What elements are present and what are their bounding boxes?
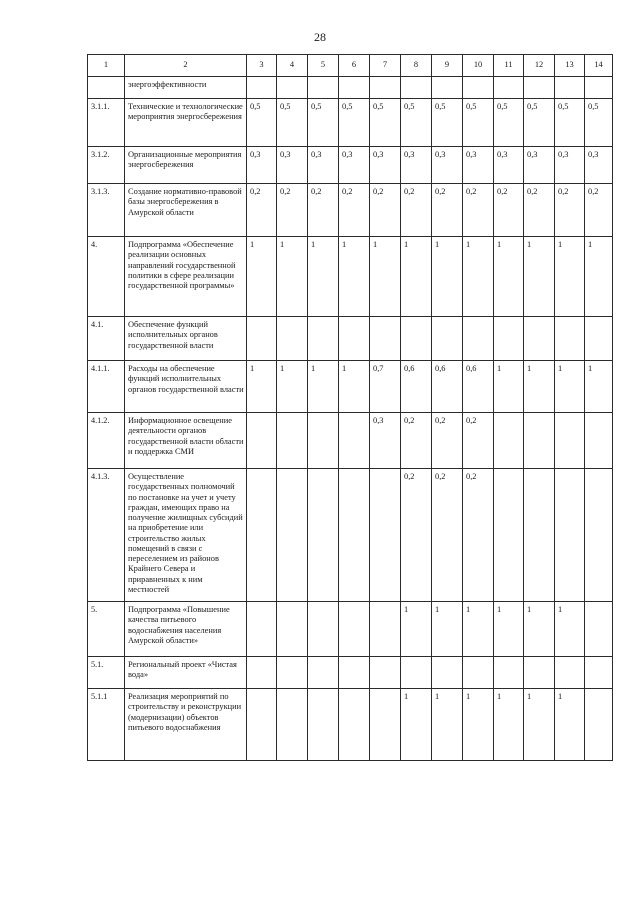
value-cell: 0,2 xyxy=(555,184,585,237)
row-number-cell: 4.1.1. xyxy=(88,361,125,413)
value-cell: 0,2 xyxy=(463,184,494,237)
row-name-cell: Расходы на обеспечение функций исполнительных органов государственной власти xyxy=(125,361,247,413)
value-cell: 1 xyxy=(432,602,463,657)
table-row xyxy=(88,237,613,317)
value-cell xyxy=(247,689,277,761)
value-cell xyxy=(277,469,308,602)
value-cell: 1 xyxy=(555,237,585,317)
value-cell xyxy=(370,77,401,99)
value-cell: 1 xyxy=(555,689,585,761)
value-cell xyxy=(401,317,432,361)
table-row xyxy=(88,361,613,413)
value-cell: 1 xyxy=(585,237,613,317)
header-cell: 7 xyxy=(370,55,401,77)
value-cell xyxy=(308,657,339,689)
value-cell: 1 xyxy=(494,237,524,317)
header-cell: 13 xyxy=(555,55,585,77)
value-cell xyxy=(585,602,613,657)
table-row xyxy=(88,184,613,237)
header-cell: 3 xyxy=(247,55,277,77)
value-cell: 0,5 xyxy=(432,99,463,147)
value-cell: 0,5 xyxy=(524,99,555,147)
value-cell: 1 xyxy=(585,361,613,413)
value-cell xyxy=(308,413,339,469)
row-number-cell xyxy=(88,77,125,99)
value-cell: 1 xyxy=(463,602,494,657)
value-cell: 0,2 xyxy=(401,469,432,602)
row-number-cell: 3.1.1. xyxy=(88,99,125,147)
value-cell xyxy=(370,469,401,602)
value-cell: 0,3 xyxy=(277,147,308,184)
value-cell xyxy=(401,657,432,689)
value-cell xyxy=(494,413,524,469)
value-cell: 0,2 xyxy=(401,413,432,469)
value-cell xyxy=(432,77,463,99)
value-cell: 1 xyxy=(494,689,524,761)
value-cell xyxy=(339,657,370,689)
header-cell: 11 xyxy=(494,55,524,77)
value-cell: 0,2 xyxy=(463,469,494,602)
row-name-cell: Подпрограмма «Обеспечение реализации основных направлений государственной политики в сфере реализации государственной программы» xyxy=(125,237,247,317)
row-number-cell: 5. xyxy=(88,602,125,657)
header-cell: 10 xyxy=(463,55,494,77)
row-number-cell: 3.1.3. xyxy=(88,184,125,237)
value-cell: 0,3 xyxy=(555,147,585,184)
value-cell: 1 xyxy=(494,602,524,657)
value-cell xyxy=(277,77,308,99)
header-cell: 2 xyxy=(125,55,247,77)
value-cell: 0,5 xyxy=(370,99,401,147)
value-cell: 0,2 xyxy=(432,469,463,602)
value-cell: 1 xyxy=(401,237,432,317)
value-cell xyxy=(463,317,494,361)
value-cell xyxy=(524,469,555,602)
value-cell: 1 xyxy=(277,237,308,317)
row-number-cell: 5.1.1 xyxy=(88,689,125,761)
value-cell: 0,3 xyxy=(494,147,524,184)
table-row xyxy=(88,147,613,184)
value-cell: 1 xyxy=(555,602,585,657)
value-cell: 0,3 xyxy=(432,147,463,184)
value-cell xyxy=(339,317,370,361)
value-cell: 1 xyxy=(308,237,339,317)
row-name-cell: Обеспечение функций исполнительных органов государственной власти xyxy=(125,317,247,361)
value-cell xyxy=(247,413,277,469)
value-cell xyxy=(247,657,277,689)
row-number-cell: 4.1. xyxy=(88,317,125,361)
value-cell: 0,7 xyxy=(370,361,401,413)
table-row xyxy=(88,413,613,469)
value-cell: 0,3 xyxy=(247,147,277,184)
row-number-cell: 4. xyxy=(88,237,125,317)
value-cell xyxy=(585,77,613,99)
value-cell: 0,2 xyxy=(585,184,613,237)
value-cell xyxy=(339,602,370,657)
value-cell: 1 xyxy=(524,237,555,317)
value-cell xyxy=(555,77,585,99)
value-cell xyxy=(585,317,613,361)
header-cell: 9 xyxy=(432,55,463,77)
table-body xyxy=(88,77,613,761)
value-cell xyxy=(308,469,339,602)
value-cell xyxy=(247,602,277,657)
value-cell xyxy=(247,77,277,99)
value-cell: 0,2 xyxy=(432,413,463,469)
value-cell: 0,3 xyxy=(370,413,401,469)
row-name-cell: Организационные мероприятия энергосбережения xyxy=(125,147,247,184)
table-row xyxy=(88,689,613,761)
value-cell: 1 xyxy=(432,689,463,761)
value-cell: 1 xyxy=(401,689,432,761)
value-cell xyxy=(585,657,613,689)
value-cell: 0,3 xyxy=(585,147,613,184)
header-cell: 12 xyxy=(524,55,555,77)
value-cell: 0,3 xyxy=(339,147,370,184)
value-cell: 0,6 xyxy=(463,361,494,413)
value-cell xyxy=(524,77,555,99)
row-number-cell: 4.1.3. xyxy=(88,469,125,602)
value-cell: 0,5 xyxy=(247,99,277,147)
value-cell: 1 xyxy=(494,361,524,413)
value-cell xyxy=(277,689,308,761)
row-name-cell: Технические и технологические мероприятия энергосбережения xyxy=(125,99,247,147)
value-cell: 0,2 xyxy=(494,184,524,237)
value-cell xyxy=(277,602,308,657)
value-cell xyxy=(308,689,339,761)
value-cell: 0,2 xyxy=(247,184,277,237)
row-number-cell: 5.1. xyxy=(88,657,125,689)
row-name-cell: Региональный проект «Чистая вода» xyxy=(125,657,247,689)
value-cell xyxy=(585,689,613,761)
value-cell xyxy=(494,657,524,689)
value-cell: 0,5 xyxy=(339,99,370,147)
header-cell: 4 xyxy=(277,55,308,77)
value-cell xyxy=(247,469,277,602)
value-cell: 1 xyxy=(401,602,432,657)
value-cell: 0,2 xyxy=(370,184,401,237)
value-cell xyxy=(308,317,339,361)
value-cell xyxy=(308,77,339,99)
value-cell: 0,6 xyxy=(432,361,463,413)
value-cell xyxy=(524,413,555,469)
value-cell: 0,3 xyxy=(524,147,555,184)
value-cell: 0,2 xyxy=(463,413,494,469)
value-cell: 1 xyxy=(277,361,308,413)
header-cell: 8 xyxy=(401,55,432,77)
value-cell xyxy=(494,317,524,361)
value-cell xyxy=(401,77,432,99)
value-cell: 0,5 xyxy=(494,99,524,147)
value-cell: 1 xyxy=(308,361,339,413)
value-cell xyxy=(524,317,555,361)
value-cell xyxy=(524,657,555,689)
value-cell xyxy=(370,689,401,761)
value-cell xyxy=(463,77,494,99)
value-cell xyxy=(432,657,463,689)
table-row xyxy=(88,99,613,147)
value-cell: 1 xyxy=(247,361,277,413)
row-name-cell: Создание нормативно-правовой базы энергосбережения в Амурской области xyxy=(125,184,247,237)
value-cell xyxy=(370,657,401,689)
value-cell: 1 xyxy=(524,602,555,657)
value-cell xyxy=(277,413,308,469)
row-name-cell: Подпрограмма «Повышение качества питьевого водоснабжения населения Амурской области» xyxy=(125,602,247,657)
value-cell: 0,5 xyxy=(555,99,585,147)
value-cell: 1 xyxy=(370,237,401,317)
row-number-cell: 3.1.2. xyxy=(88,147,125,184)
value-cell xyxy=(463,657,494,689)
value-cell xyxy=(370,317,401,361)
value-cell xyxy=(339,689,370,761)
value-cell: 1 xyxy=(463,237,494,317)
value-cell xyxy=(494,77,524,99)
value-cell xyxy=(555,469,585,602)
value-cell xyxy=(370,602,401,657)
value-cell: 0,3 xyxy=(308,147,339,184)
value-cell xyxy=(494,469,524,602)
table-row xyxy=(88,317,613,361)
table-row xyxy=(88,657,613,689)
value-cell: 0,3 xyxy=(401,147,432,184)
indicator-table xyxy=(87,54,613,761)
value-cell: 0,2 xyxy=(401,184,432,237)
header-cell: 6 xyxy=(339,55,370,77)
value-cell xyxy=(585,469,613,602)
value-cell: 0,5 xyxy=(277,99,308,147)
header-cell: 1 xyxy=(88,55,125,77)
table-row xyxy=(88,602,613,657)
value-cell xyxy=(277,317,308,361)
value-cell: 0,5 xyxy=(308,99,339,147)
value-cell xyxy=(555,317,585,361)
value-cell: 1 xyxy=(463,689,494,761)
value-cell: 0,2 xyxy=(308,184,339,237)
header-cell: 14 xyxy=(585,55,613,77)
row-number-cell: 4.1.2. xyxy=(88,413,125,469)
value-cell: 0,3 xyxy=(370,147,401,184)
value-cell: 0,2 xyxy=(524,184,555,237)
header-row xyxy=(88,55,613,77)
value-cell: 0,2 xyxy=(339,184,370,237)
value-cell: 1 xyxy=(339,237,370,317)
value-cell: 1 xyxy=(524,689,555,761)
value-cell: 1 xyxy=(524,361,555,413)
value-cell xyxy=(247,317,277,361)
page-number: 28 xyxy=(314,30,326,44)
value-cell xyxy=(277,657,308,689)
value-cell xyxy=(555,657,585,689)
value-cell: 0,5 xyxy=(585,99,613,147)
row-name-cell: энергоэффективности xyxy=(125,77,247,99)
table-header xyxy=(88,55,613,77)
value-cell: 0,5 xyxy=(401,99,432,147)
value-cell: 0,5 xyxy=(463,99,494,147)
value-cell: 1 xyxy=(339,361,370,413)
row-name-cell: Реализация мероприятий по строительству и реконструкции (модернизации) объектов питьевого водоснабжения xyxy=(125,689,247,761)
value-cell xyxy=(585,413,613,469)
row-name-cell: Осуществление государственных полномочий по постановке на учет и учету граждан, имеющих право на получение жилищных субсидий на приобретение или строительство жилых помещений в связи с переселением из районов Крайнего Севера и приравненных к ним местностей xyxy=(125,469,247,602)
table-row xyxy=(88,77,613,99)
row-name-cell: Информационное освещение деятельности органов государственной власти области и поддержка СМИ xyxy=(125,413,247,469)
value-cell: 1 xyxy=(247,237,277,317)
value-cell: 0,2 xyxy=(277,184,308,237)
value-cell xyxy=(432,317,463,361)
value-cell xyxy=(339,469,370,602)
header-cell: 5 xyxy=(308,55,339,77)
value-cell xyxy=(339,413,370,469)
value-cell: 1 xyxy=(432,237,463,317)
value-cell: 1 xyxy=(555,361,585,413)
value-cell xyxy=(308,602,339,657)
value-cell: 0,2 xyxy=(432,184,463,237)
value-cell: 0,6 xyxy=(401,361,432,413)
table-row xyxy=(88,469,613,602)
value-cell xyxy=(555,413,585,469)
value-cell: 0,3 xyxy=(463,147,494,184)
value-cell xyxy=(339,77,370,99)
